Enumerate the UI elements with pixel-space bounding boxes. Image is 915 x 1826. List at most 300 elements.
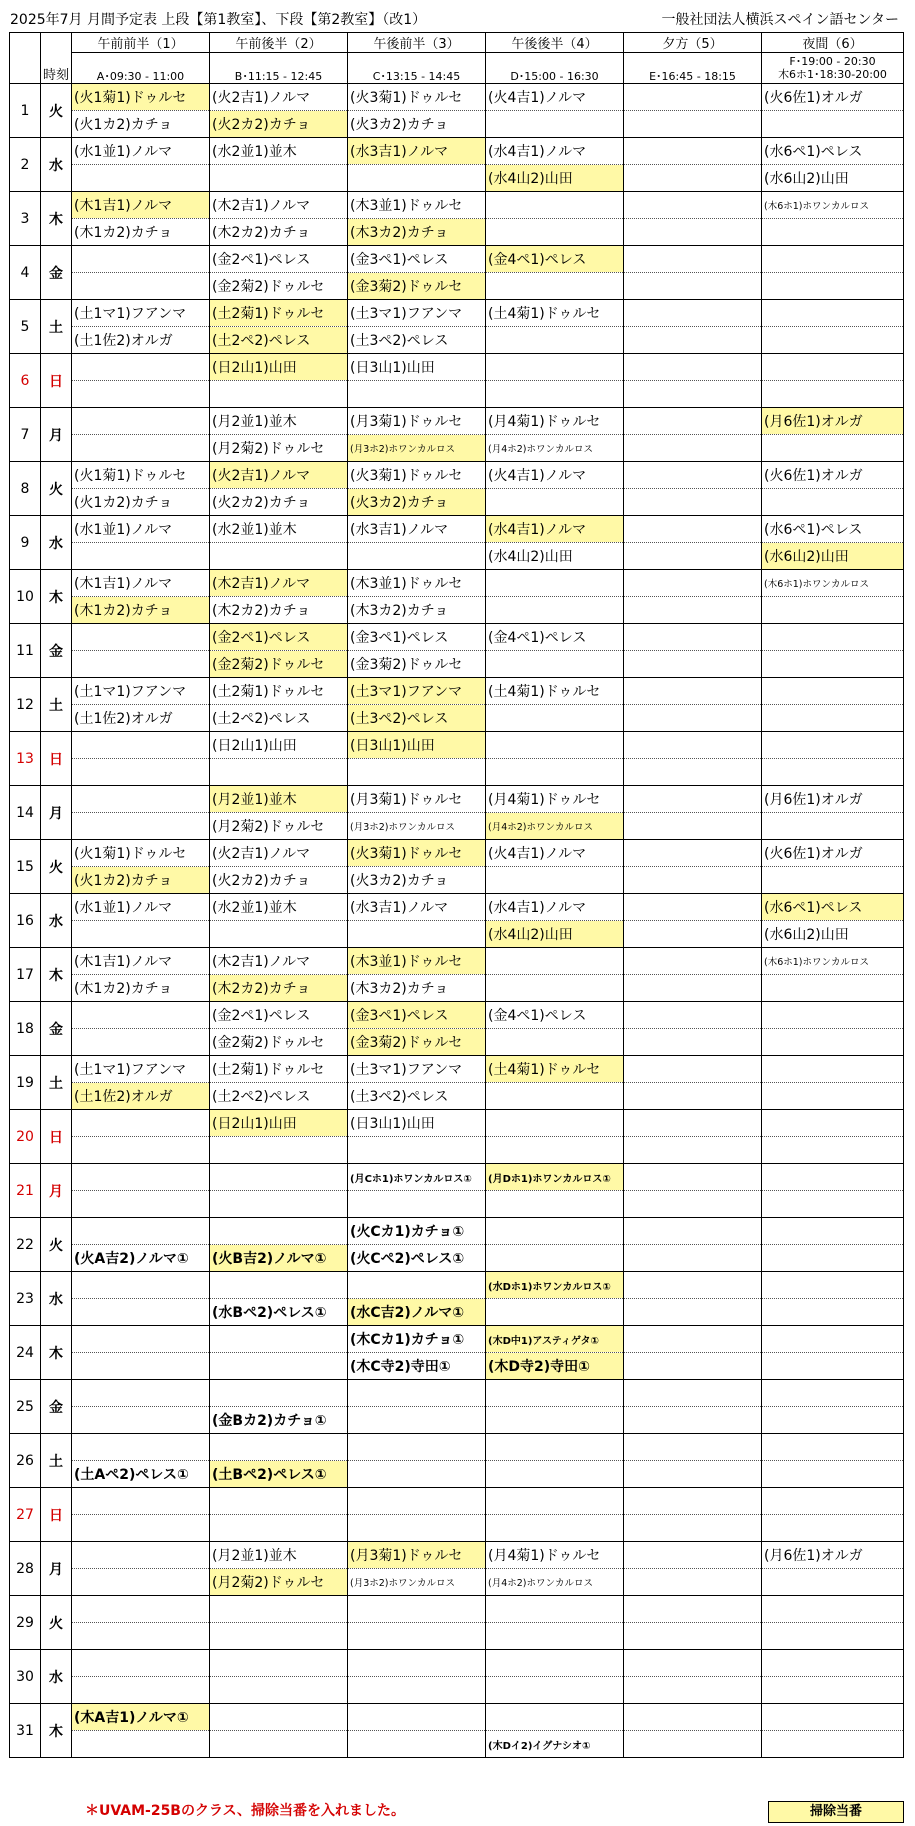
day-row-bot [10,813,904,840]
class-slot: (木3カ2)カチョ [348,975,486,1002]
class-slot [624,381,762,408]
class-slot [762,1731,904,1758]
class-slot [624,894,762,921]
class-slot [348,543,486,570]
date-number: 29 [10,1596,41,1650]
class-slot [72,354,210,381]
class-slot [624,516,762,543]
class-slot: (日3山1)山田 [348,1110,486,1137]
date-number: 14 [10,786,41,840]
day-row-top [10,678,904,705]
class-slot [624,1488,762,1515]
day-of-week: 火 [41,1218,72,1272]
class-slot [348,1137,486,1164]
date-number: 17 [10,948,41,1002]
day-of-week: 月 [41,1542,72,1596]
class-slot: (金3菊2)ドゥルセ [348,273,486,300]
class-slot: (火3カ2)カチョ [348,867,486,894]
class-slot: (火3カ2)カチョ [348,489,486,516]
class-slot [624,84,762,111]
date-number: 10 [10,570,41,624]
class-slot [624,1191,762,1218]
day-row-bot [10,975,904,1002]
class-slot [210,1650,348,1677]
day-of-week: 木 [41,570,72,624]
class-slot: (火4吉1)ノルマ [486,840,624,867]
class-slot [762,1677,904,1704]
class-slot [348,1704,486,1731]
class-slot [624,300,762,327]
class-slot: (火3カ2)カチョ [348,111,486,138]
date-number: 3 [10,192,41,246]
class-slot [486,1218,624,1245]
day-row-bot [10,867,904,894]
class-slot: (火3菊1)ドゥルセ [348,462,486,489]
class-slot [210,759,348,786]
class-slot: (金2菊2)ドゥルセ [210,1029,348,1056]
class-slot: (月2菊2)ドゥルセ [210,1569,348,1596]
class-slot: (火6佐1)オルガ [762,840,904,867]
class-slot [762,1380,904,1407]
day-row-top [10,948,904,975]
class-slot: (月4菊1)ドゥルセ [486,786,624,813]
class-slot [348,1434,486,1461]
date-number: 23 [10,1272,41,1326]
class-slot: (火A吉2)ノルマ① [72,1245,210,1272]
class-slot [486,1137,624,1164]
class-slot [486,1650,624,1677]
class-slot [486,1623,624,1650]
class-slot [624,246,762,273]
class-slot: (火1菊1)ドゥルセ [72,84,210,111]
class-slot: (火1カ2)カチョ [72,111,210,138]
class-slot [72,273,210,300]
class-slot: (水6山2)山田 [762,543,904,570]
class-slot: (火6佐1)オルガ [762,462,904,489]
class-slot: (木C寺2)寺田① [348,1353,486,1380]
day-of-week: 金 [41,624,72,678]
class-slot [486,381,624,408]
class-slot [624,624,762,651]
class-slot [762,1110,904,1137]
class-slot [624,651,762,678]
day-row-top [10,1110,904,1137]
class-slot: (土4菊1)ドゥルセ [486,678,624,705]
class-slot [348,1407,486,1434]
time-header: E･16:45 - 18:15 [624,53,762,84]
class-slot [624,1596,762,1623]
class-slot [348,1650,486,1677]
page-header [10,4,905,30]
class-slot [348,165,486,192]
class-slot: (土2ペ2)ペレス [210,327,348,354]
class-slot [72,1650,210,1677]
class-slot [72,1299,210,1326]
class-slot: (木2吉1)ノルマ [210,192,348,219]
class-slot [72,1515,210,1542]
class-slot: (火6佐1)オルガ [762,84,904,111]
class-slot: (木6ホ1)ホワンカルロス [762,570,904,597]
class-slot [624,1380,762,1407]
class-slot [762,1164,904,1191]
class-slot [624,489,762,516]
class-slot: (金4ペ1)ペレス [486,246,624,273]
class-slot: (火3菊1)ドゥルセ [348,84,486,111]
class-slot: (水2並1)並木 [210,894,348,921]
class-slot [624,219,762,246]
class-slot [348,921,486,948]
class-slot [486,570,624,597]
class-slot [72,1029,210,1056]
day-row-top [10,1704,904,1731]
class-slot: (木D中1)アスティゲタ① [486,1326,624,1353]
class-slot: (土2菊1)ドゥルセ [210,300,348,327]
class-slot: (火1菊1)ドゥルセ [72,462,210,489]
class-slot [210,1191,348,1218]
date-number: 26 [10,1434,41,1488]
class-slot: (木1カ2)カチョ [72,219,210,246]
day-row-top [10,516,904,543]
class-slot [762,1515,904,1542]
day-of-week: 火 [41,840,72,894]
class-slot [762,1056,904,1083]
class-slot: (火1菊1)ドゥルセ [72,840,210,867]
class-slot [210,165,348,192]
class-slot [72,1002,210,1029]
time-header: F･19:00 - 20:30 木6ホ1･18:30-20:00 [762,53,904,84]
day-row-top [10,354,904,381]
class-slot: (水2並1)並木 [210,138,348,165]
class-slot [762,489,904,516]
day-row-bot [10,1245,904,1272]
day-row-top [10,732,904,759]
class-slot: (月3菊1)ドゥルセ [348,408,486,435]
class-slot: (月2並1)並木 [210,408,348,435]
class-slot [762,1029,904,1056]
class-slot [624,1245,762,1272]
class-slot: (日2山1)山田 [210,354,348,381]
class-slot [72,1326,210,1353]
class-slot [72,624,210,651]
class-slot: (月Cホ1)ホワンカルロス① [348,1164,486,1191]
date-number: 31 [10,1704,41,1758]
class-slot [486,1596,624,1623]
class-slot: (木6ホ1)ホワンカルロス [762,192,904,219]
class-slot: (水3吉1)ノルマ [348,894,486,921]
class-slot [624,1002,762,1029]
class-slot [486,489,624,516]
day-of-week: 月 [41,1164,72,1218]
class-slot: (水6ペ1)ペレス [762,516,904,543]
class-slot [72,381,210,408]
class-slot: (火2吉1)ノルマ [210,840,348,867]
period-header-row [10,33,904,53]
day-row-bot [10,1407,904,1434]
class-slot: (金Bカ2)カチョ① [210,1407,348,1434]
class-slot: (火Cカ1)カチョ① [348,1218,486,1245]
day-of-week: 火 [41,1596,72,1650]
class-slot [762,1650,904,1677]
class-slot [624,1299,762,1326]
class-slot: (土3マ1)フアンマ [348,300,486,327]
class-slot [624,1218,762,1245]
day-row-top [10,1488,904,1515]
class-slot: (日3山1)山田 [348,354,486,381]
time-label: 時刻 [41,53,72,84]
class-slot [210,1596,348,1623]
class-slot: (金3ペ1)ペレス [348,1002,486,1029]
class-slot [624,1461,762,1488]
class-slot [762,273,904,300]
class-slot [762,651,904,678]
date-number: 9 [10,516,41,570]
class-slot: (水2並1)並木 [210,516,348,543]
class-slot [624,948,762,975]
day-row-bot [10,921,904,948]
class-slot [72,1110,210,1137]
date-number: 1 [10,84,41,138]
class-slot [210,921,348,948]
date-number: 21 [10,1164,41,1218]
class-slot [486,1515,624,1542]
day-row-top [10,138,904,165]
day-row-top [10,840,904,867]
class-slot [72,1488,210,1515]
class-slot [624,462,762,489]
day-row-bot [10,543,904,570]
class-slot: (木1カ2)カチョ [72,597,210,624]
class-slot [348,1461,486,1488]
time-header: D･15:00 - 16:30 [486,53,624,84]
class-slot: (金2ペ1)ペレス [210,1002,348,1029]
class-slot: (木2吉1)ノルマ [210,948,348,975]
day-of-week: 土 [41,1056,72,1110]
class-slot: (月2菊2)ドゥルセ [210,435,348,462]
class-slot: (木Dイ2)イグナシオ① [486,1731,624,1758]
class-slot: (水3吉1)ノルマ [348,138,486,165]
class-slot: (水C吉2)ノルマ① [348,1299,486,1326]
class-slot: (木3並1)ドゥルセ [348,192,486,219]
cleaning-duty-legend: 掃除当番 [768,1801,904,1823]
class-slot: (月2並1)並木 [210,786,348,813]
day-row-bot [10,1083,904,1110]
day-of-week: 日 [41,1488,72,1542]
class-slot: (土Bペ2)ペレス① [210,1461,348,1488]
period-header: 午後後半（4） [486,33,624,53]
day-of-week: 土 [41,678,72,732]
class-slot [72,1434,210,1461]
class-slot: (土1マ1)フアンマ [72,678,210,705]
class-slot [486,1029,624,1056]
class-slot: (土1マ1)フアンマ [72,300,210,327]
class-slot [624,1569,762,1596]
class-slot [486,948,624,975]
class-slot [762,975,904,1002]
day-row-top [10,462,904,489]
class-slot: (水1並1)ノルマ [72,894,210,921]
class-slot: (火1カ2)カチョ [72,489,210,516]
day-row-top [10,1380,904,1407]
class-slot [624,705,762,732]
date-number: 4 [10,246,41,300]
class-slot [210,1353,348,1380]
class-slot [210,1677,348,1704]
day-row-bot [10,1191,904,1218]
class-slot: (火B吉2)ノルマ① [210,1245,348,1272]
class-slot [72,1731,210,1758]
class-slot: (木2カ2)カチョ [210,219,348,246]
day-of-week: 月 [41,786,72,840]
day-row-bot [10,759,904,786]
day-of-week: 土 [41,300,72,354]
day-row-bot [10,651,904,678]
class-slot: (土3マ1)フアンマ [348,678,486,705]
class-slot: (水4山2)山田 [486,921,624,948]
class-slot: (金2ペ1)ペレス [210,624,348,651]
class-slot: (木1吉1)ノルマ [72,570,210,597]
day-row-bot [10,219,904,246]
class-slot [624,1083,762,1110]
class-slot: (水4山2)山田 [486,543,624,570]
class-slot: (木3カ2)カチョ [348,219,486,246]
class-slot [72,165,210,192]
class-slot [762,1461,904,1488]
class-slot: (土3ペ2)ペレス [348,327,486,354]
class-slot [72,1380,210,1407]
class-slot: (水1並1)ノルマ [72,516,210,543]
time-header: B･11:15 - 12:45 [210,53,348,84]
class-slot [486,975,624,1002]
class-slot: (木2吉1)ノルマ [210,570,348,597]
day-of-week: 日 [41,1110,72,1164]
class-slot [624,921,762,948]
class-slot: (日3山1)山田 [348,732,486,759]
class-slot [762,1569,904,1596]
class-slot [762,1623,904,1650]
class-slot: (月3菊1)ドゥルセ [348,1542,486,1569]
class-slot [210,1623,348,1650]
class-slot [486,1191,624,1218]
class-slot: (木3カ2)カチョ [348,597,486,624]
date-number: 18 [10,1002,41,1056]
class-slot [348,1596,486,1623]
class-slot: (金2菊2)ドゥルセ [210,651,348,678]
class-slot: (土3ペ2)ペレス [348,1083,486,1110]
date-number: 24 [10,1326,41,1380]
class-slot [72,1623,210,1650]
day-row-bot [10,1137,904,1164]
class-slot: (木3並1)ドゥルセ [348,570,486,597]
day-row-bot [10,273,904,300]
day-of-week: 金 [41,1002,72,1056]
class-slot [210,381,348,408]
date-number: 19 [10,1056,41,1110]
class-slot [762,1704,904,1731]
class-slot: (木D寺2)寺田① [486,1353,624,1380]
page-title: 2025年7月 月間予定表 上段【第1教室】、下段【第2教室】（改1） [10,12,427,28]
class-slot: (金3菊2)ドゥルセ [348,651,486,678]
day-of-week: 木 [41,1704,72,1758]
time-header: A･09:30 - 11:00 [72,53,210,84]
class-slot: (月4菊1)ドゥルセ [486,408,624,435]
day-row-top [10,1056,904,1083]
day-row-top [10,1326,904,1353]
corner-cell [10,33,41,84]
period-header: 午後前半（3） [348,33,486,53]
class-slot [624,732,762,759]
class-slot: (月6佐1)オルガ [762,1542,904,1569]
class-slot [762,813,904,840]
class-slot [762,1245,904,1272]
class-slot [210,1434,348,1461]
footer-note: ＊UVAM-25Bのクラス、掃除当番を入れました。 [85,1803,405,1819]
class-slot [762,1272,904,1299]
class-slot [624,678,762,705]
class-slot: (金4ペ1)ペレス [486,1002,624,1029]
class-slot [762,705,904,732]
organization-name: 一般社団法人横浜スペイン語センター [661,12,899,28]
class-slot: (金4ペ1)ペレス [486,624,624,651]
class-slot [762,1218,904,1245]
day-row-top [10,84,904,111]
day-row-bot [10,1677,904,1704]
class-slot [72,759,210,786]
day-row-top [10,1542,904,1569]
class-slot [624,840,762,867]
time-label-top [41,33,72,53]
day-row-top [10,408,904,435]
class-slot [486,1704,624,1731]
class-slot: (土1佐2)オルガ [72,705,210,732]
class-slot: (土1佐2)オルガ [72,1083,210,1110]
class-slot: (水4吉1)ノルマ [486,516,624,543]
class-slot [348,759,486,786]
class-slot: (土4菊1)ドゥルセ [486,300,624,327]
class-slot [762,1326,904,1353]
date-number: 27 [10,1488,41,1542]
class-slot [210,1380,348,1407]
class-slot: (水Dホ1)ホワンカルロス① [486,1272,624,1299]
class-slot: (日2山1)山田 [210,1110,348,1137]
class-slot [624,1677,762,1704]
class-slot [762,1191,904,1218]
class-slot [624,1326,762,1353]
day-of-week: 水 [41,516,72,570]
class-slot: (土2ペ2)ペレス [210,705,348,732]
class-slot [762,1002,904,1029]
class-slot [762,327,904,354]
class-slot [486,1110,624,1137]
class-slot: (月3ホ2)ホワンカルロス [348,813,486,840]
day-row-top [10,624,904,651]
time-header: C･13:15 - 14:45 [348,53,486,84]
class-slot: (土1マ1)フアンマ [72,1056,210,1083]
class-slot [348,381,486,408]
day-row-top [10,1002,904,1029]
class-slot: (金3ペ1)ペレス [348,624,486,651]
day-of-week: 水 [41,894,72,948]
class-slot [486,759,624,786]
day-row-bot [10,1569,904,1596]
class-slot: (月2並1)並木 [210,1542,348,1569]
class-slot [72,543,210,570]
day-of-week: 水 [41,1272,72,1326]
class-slot [72,1218,210,1245]
class-slot [72,1272,210,1299]
class-slot [72,1137,210,1164]
class-slot: (水1並1)ノルマ [72,138,210,165]
class-slot: (木Cカ1)カチョ① [348,1326,486,1353]
